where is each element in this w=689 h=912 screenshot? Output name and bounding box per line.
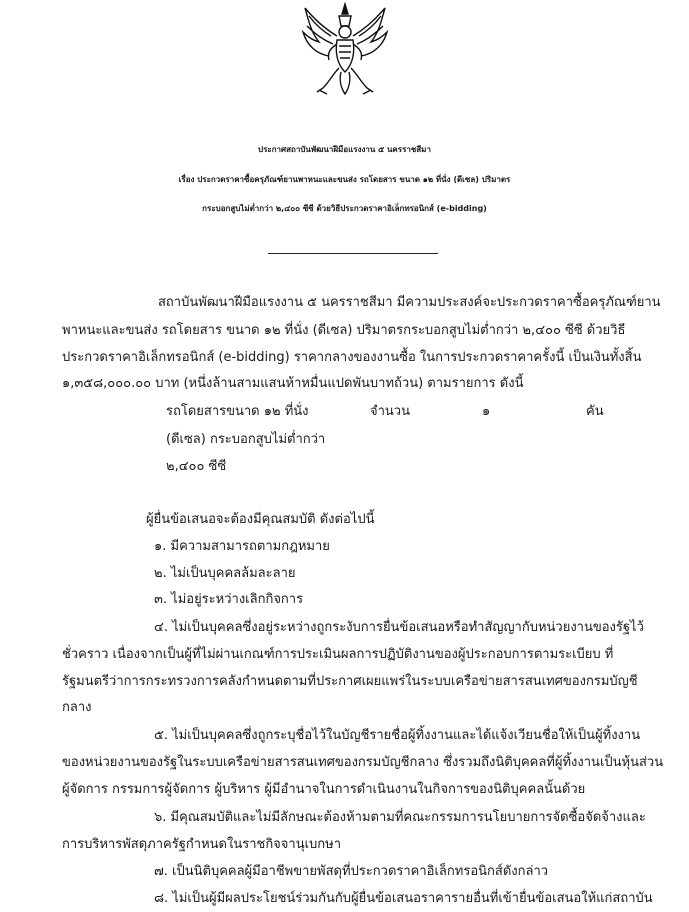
qualification-4-line-1: ๔. ไม่เป็นบุคคลซึ่งอยู่ระหว่างถูกระงับการยื่นข้อเสนอหรือทำสัญญากับหน่วยงานของรัฐไว้: [154, 620, 644, 635]
qualification-5-line-1: ๕. ไม่เป็นบุคคลซึ่งถูกระบุชื่อไว้ในบัญชีรายชื่อผู้ทิ้งงานและได้แจ้งเวียนชื่อให้เป็นผู้ทิ้งงาน: [154, 728, 641, 743]
item-name-line-1: รถโดยสารขนาด ๑๒ ที่นั่ง: [166, 404, 309, 419]
divider-line: [268, 253, 438, 254]
qualification-4-line-4: กลาง: [62, 700, 92, 715]
subject-line-2: กระบอกสูบไม่ต่ำกว่า ๒,๔๐๐ ซีซี ด้วยวิธีประกวดราคาอิเล็กทรอนิกส์ (e-bidding): [202, 204, 487, 213]
qualification-2: ๒. ไม่เป็นบุคคลล้มละลาย: [154, 566, 296, 581]
qualification-3: ๓. ไม่อยู่ระหว่างเลิกกิจการ: [154, 592, 304, 607]
qualification-5-line-2: ของหน่วยงานของรัฐในระบบเครือข่ายสารสนเทศของกรมบัญชีกลาง ซึ่งรวมถึงนิติบุคคลที่ผู้ทิ้งงานเป็นหุ้นส่วน: [62, 755, 664, 770]
item-name-line-3: ๒,๔๐๐ ซีซี: [166, 459, 227, 474]
announcement-title: ประกาศสถาบันพัฒนาฝีมือแรงงาน ๕ นครราชสีมา: [258, 145, 431, 154]
intro-line-4: ๑,๓๕๘,๐๐๐.๐๐ บาท (หนึ่งล้านสามแสนห้าหมื่นแปดพันบาทถ้วน) ตามรายการ ดังนี้: [62, 376, 524, 391]
intro-line-3: ประกวดราคาอิเล็กทรอนิกส์ (e-bidding) ราคากลางของงานซื้อ ในการประกวดราคาครั้งนี้ เป็นเงินทั้งสิ้น: [62, 350, 642, 365]
qualification-6-line-2: การบริหารพัสดุภาครัฐกำหนดในราชกิจจานุเบกษา: [62, 837, 342, 852]
intro-line-2: พาหนะและขนส่ง รถโดยสาร ขนาด ๑๒ ที่นั่ง (ดีเซล) ปริมาตรกระบอกสูบไม่ต่ำกว่า ๒,๔๐๐ ซีซี ด้วยวิธี: [62, 323, 626, 338]
item-qty-label: จำนวน: [370, 404, 410, 419]
qualification-5-line-3: ผู้จัดการ กรรมการผู้จัดการ ผู้บริหาร ผู้มีอำนาจในการดำเนินงานในกิจการของนิติบุคคลนั้นด้วย: [62, 782, 586, 797]
item-qty: ๑: [482, 404, 491, 419]
qualification-8-line-1: ๘. ไม่เป็นผู้มีผลประโยชน์ร่วมกันกับผู้ยื่นข้อเสนอราคารายอื่นที่เข้ายื่นข้อเสนอให้แก่สถาบัน: [154, 891, 653, 906]
qualification-1: ๑. มีความสามารถตามกฎหมาย: [154, 539, 330, 554]
subject-line-1: เรื่อง ประกวดราคาซื้อครุภัณฑ์ยานพาหนะและขนส่ง รถโดยสาร ขนาด ๑๒ ที่นั่ง (ดีเซล) ปริมาตร: [178, 175, 511, 184]
qualification-heading: ผู้ยื่นข้อเสนอจะต้องมีคุณสมบัติ ดังต่อไปนี้: [146, 512, 375, 527]
qualification-4-line-2: ชั่วคราว เนื่องจากเป็นผู้ที่ไม่ผ่านเกณฑ์การประเมินผลการปฏิบัติงานของผู้ประกอบการตามระเบียบ ที่: [62, 647, 614, 662]
garuda-emblem-icon: [297, 2, 393, 98]
intro-line-1: สถาบันพัฒนาฝีมือแรงงาน ๕ นครราชสีมา มีความประสงค์จะประกวดราคาซื้อครุภัณฑ์ยาน: [158, 295, 661, 310]
item-name-line-2: (ดีเซล) กระบอกสูบไม่ต่ำกว่า: [166, 432, 326, 447]
qualification-6-line-1: ๖. มีคุณสมบัติและไม่มีลักษณะต้องห้ามตามที่คณะกรรมการนโยบายการจัดซื้อจัดจ้างและ: [154, 810, 646, 825]
item-unit: คัน: [586, 404, 604, 419]
qualification-4-line-3: รัฐมนตรีว่าการกระทรวงการคลังกำหนดตามที่ประกาศเผยแพร่ในระบบเครือข่ายสารสนเทศของกรมบัญชี: [62, 674, 638, 689]
qualification-7: ๗. เป็นนิติบุคคลผู้มีอาชีพขายพัสดุที่ประกวดราคาอิเล็กทรอนิกส์ดังกล่าว: [154, 864, 549, 879]
